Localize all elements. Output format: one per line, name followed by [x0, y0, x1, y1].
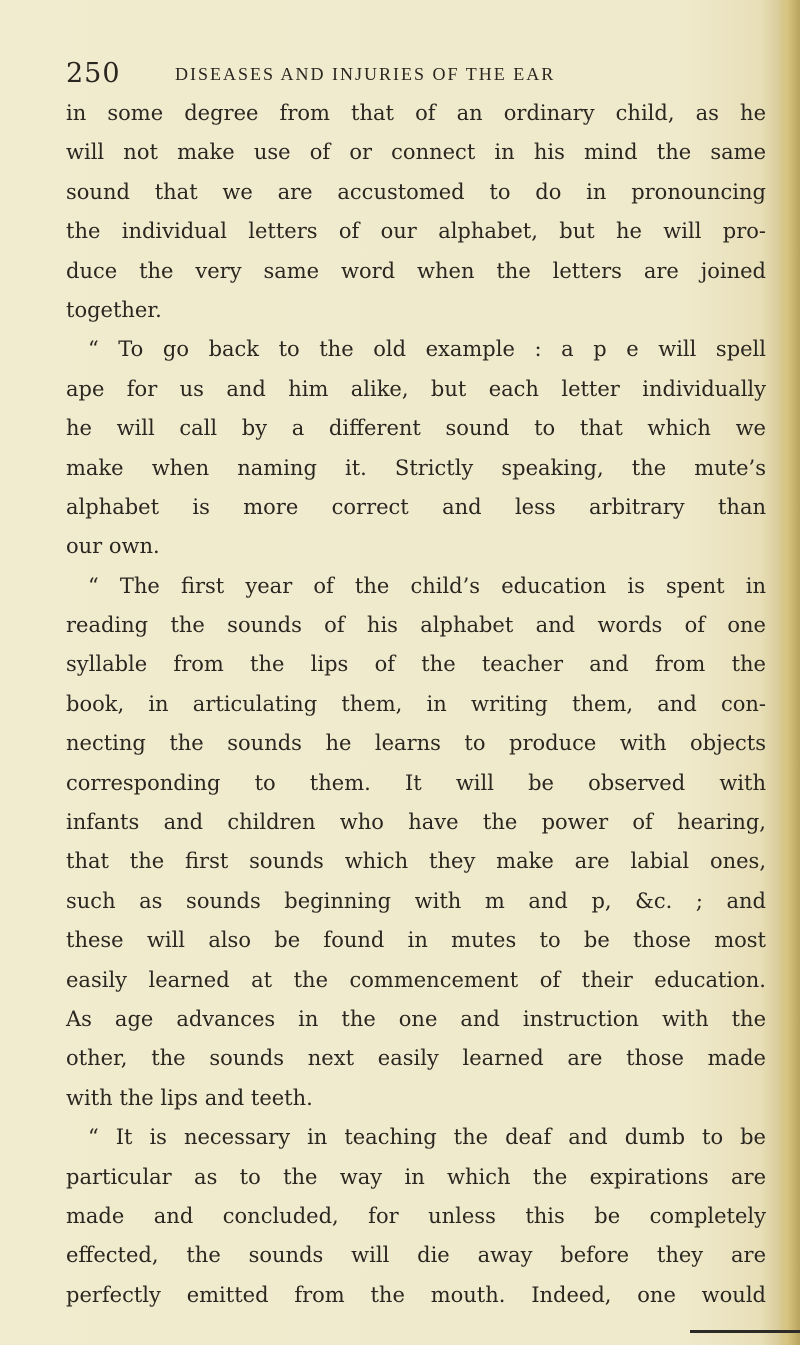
- text-line: duce the very same word when the letters are joined: [66, 258, 766, 283]
- text-line: will not make use of or connect in his mind the same: [66, 140, 766, 165]
- text-line: book, in articulating them, in writing them, and con-: [66, 691, 766, 716]
- text-line: necting the sounds he learns to produce with objects: [66, 731, 766, 756]
- text-line: made and concluded, for unless this be completely: [66, 1203, 766, 1228]
- text-line: easily learned at the commencement of their education.: [66, 967, 766, 992]
- text-line: perfectly emitted from the mouth. Indeed, one would: [66, 1282, 766, 1307]
- text-line: “ It is necessary in teaching the deaf and dumb to be: [88, 1125, 766, 1150]
- text-line: infants and children who have the power of hearing,: [66, 810, 766, 835]
- text-line: the individual letters of our alphabet, but he will pro-: [66, 219, 766, 244]
- text-line: particular as to the way in which the expirations are: [66, 1164, 766, 1189]
- text-line: that the first sounds which they make are labial ones,: [66, 849, 766, 874]
- text-line: together.: [66, 297, 162, 322]
- text-line: with the lips and teeth.: [66, 1085, 313, 1110]
- text-line: other, the sounds next easily learned are those made: [66, 1046, 766, 1071]
- running-head: DISEASES AND INJURIES OF THE EAR: [175, 64, 556, 84]
- text-line: our own.: [66, 534, 160, 559]
- body-text: [66, 94, 766, 1315]
- page-number: 250: [66, 58, 121, 89]
- text-line: reading the sounds of his alphabet and words of one: [66, 613, 766, 638]
- text-line: in some degree from that of an ordinary child, as he: [66, 101, 766, 125]
- text-line: make when naming it. Strictly speaking, the mute’s: [66, 455, 766, 480]
- text-line: effected, the sounds will die away before they are: [66, 1243, 766, 1268]
- page-edge-shadow: [778, 0, 800, 1345]
- text-line: corresponding to them. It will be observed with: [66, 770, 766, 795]
- bottom-rule: [690, 1330, 800, 1333]
- text-line: “ To go back to the old example : a p e will spell: [88, 337, 766, 362]
- text-line: As age advances in the one and instruction with the: [66, 1006, 766, 1031]
- text-line: these will also be found in mutes to be those most: [66, 928, 766, 953]
- text-line: “ The first year of the child’s education is spent in: [88, 573, 766, 598]
- text-line: ape for us and him alike, but each letter individually: [66, 376, 766, 401]
- text-line: such as sounds beginning with m and p, &c. ; and: [66, 888, 766, 913]
- text-line: syllable from the lips of the teacher and from the: [66, 652, 766, 677]
- text-line: he will call by a different sound to that which we: [66, 416, 766, 441]
- text-line: sound that we are accustomed to do in pronouncing: [66, 179, 766, 204]
- text-line: alphabet is more correct and less arbitrary than: [66, 494, 766, 519]
